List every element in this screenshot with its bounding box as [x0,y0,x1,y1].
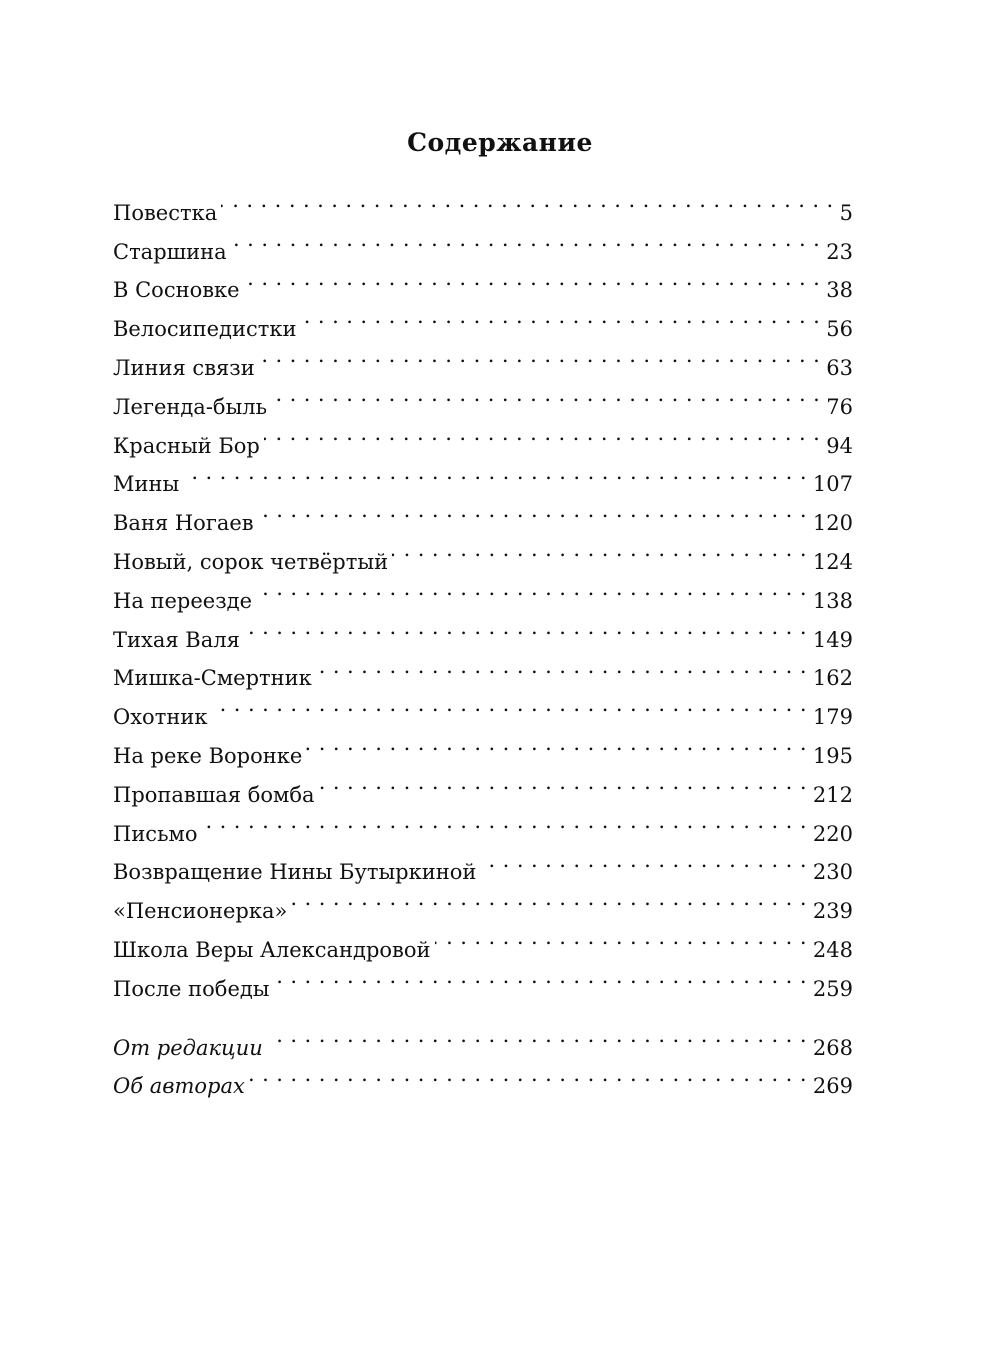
toc-entry-title: Мишка-Смертник [113,666,312,691]
toc-entry [113,491,853,536]
toc-entry-page: 5 [839,200,853,225]
dot-leader [267,1016,807,1055]
dot-leader [316,647,807,686]
toc-entry-title: Красный Бор [113,433,260,458]
toc-entry-title: В Сосновке [113,278,240,303]
dot-leader [291,879,807,918]
dot-leader [183,453,807,492]
table-of-contents [113,181,853,1099]
toc-entry [113,685,853,730]
dot-leader [249,1055,807,1094]
toc-entry-title: На переезде [113,588,253,613]
toc-appendix-entry [113,1016,853,1060]
toc-entry-page: 239 [812,899,853,924]
toc-entry [113,220,853,264]
dot-leader [244,608,807,647]
toc-entry-page: 259 [812,976,853,1001]
toc-entry-title: Велосипедистки [113,317,297,342]
dot-leader [258,491,807,530]
toc-entry-title: Охотник [113,705,208,730]
dot-leader [259,336,821,375]
toc-entry [113,453,853,497]
toc-entry-page: 268 [812,1035,853,1060]
toc-entry-title: Старшина [113,239,227,264]
dot-leader [435,918,807,957]
dot-leader [274,957,807,996]
toc-entry-title: Школа Веры Александровой [113,937,431,962]
dot-leader [319,763,807,802]
toc-entry-title: Тихая Валя [113,627,240,652]
toc-entry-page: 162 [812,666,853,691]
dot-leader [306,724,807,763]
toc-entry-page: 23 [826,239,853,264]
toc-entry-page: 248 [812,937,853,962]
toc-entry [113,841,853,885]
toc-entry-page: 220 [812,821,853,846]
toc-entry-page: 269 [812,1074,853,1099]
toc-entry-title: Об авторах [113,1074,245,1099]
toc-entry-title: Мины [113,472,180,497]
toc-entry-page: 195 [812,743,853,768]
toc-entry-title: Возвращение Нины Бутыркиной [113,860,477,885]
toc-entry-title: Новый, сорок четвёртый [113,549,389,574]
dot-leader [300,297,820,336]
page-title: Содержание [407,128,593,157]
toc-entry-page: 179 [812,705,853,730]
dot-leader [256,569,807,608]
dot-leader [392,530,807,569]
toc-entry-page: 56 [826,317,853,342]
dot-leader [201,802,806,841]
toc-entry-page: 76 [826,394,853,419]
toc-entry [113,802,853,846]
dot-leader [264,414,820,453]
toc-entry-page: 212 [812,782,853,807]
dot-leader [221,181,833,220]
toc-entry-title: Письмо [113,821,198,846]
toc-entry-title: После победы [113,976,270,1001]
toc-entry [113,181,853,225]
toc-entry-title: На реке Воронке [113,743,303,768]
dot-leader [211,685,806,724]
toc-entry-page: 38 [826,278,853,303]
toc-entry-page: 149 [812,627,853,652]
toc-entry-title: Легенда-быль [113,394,268,419]
toc-entry-title: Ваня Ногаев [113,511,254,536]
toc-entry-title: Пропавшая бомба [113,782,315,807]
toc-entry-title: Повестка [113,200,218,225]
toc-entry-page: 63 [826,355,853,380]
toc-entry [113,724,853,768]
toc-entry-page: 107 [812,472,853,497]
toc-entry-title: Линия связи [113,355,255,380]
toc-entry-title: «Пенсионерка» [113,899,288,924]
toc-entry-title: От редакции [113,1035,263,1060]
toc-entry-page: 124 [812,549,853,574]
toc-entry-page: 230 [812,860,853,885]
toc-entry-page: 120 [812,511,853,536]
dot-leader [271,375,820,414]
toc-entry-page: 138 [812,588,853,613]
toc-entry-page: 94 [826,433,853,458]
dot-leader [480,841,807,880]
dot-leader [231,220,821,259]
dot-leader [244,259,821,298]
